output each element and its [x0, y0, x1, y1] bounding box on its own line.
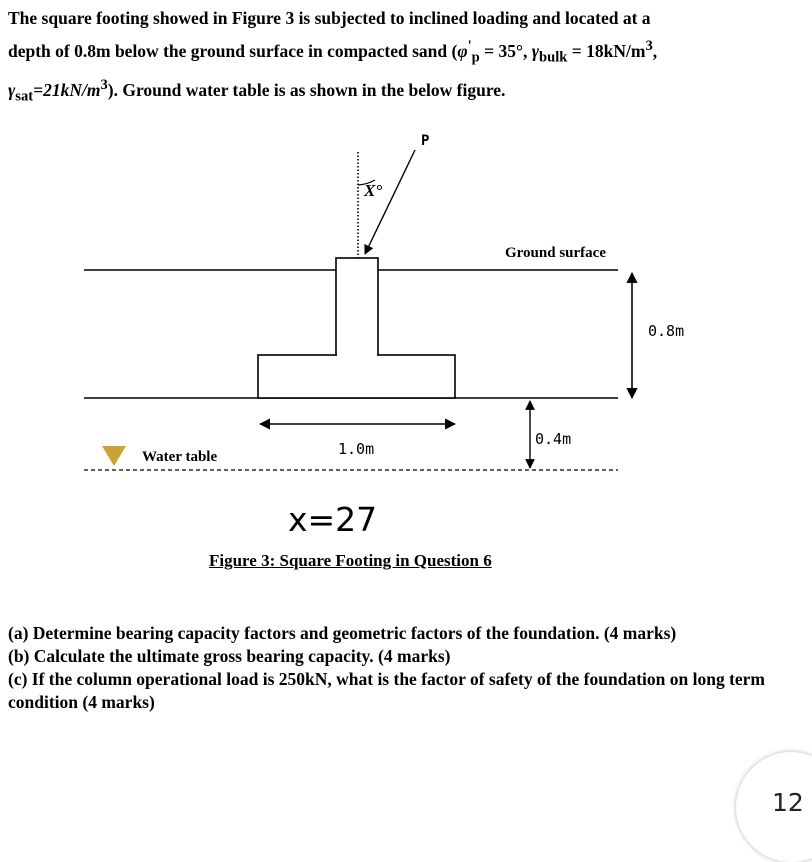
water-table-icon: [102, 446, 126, 466]
gamma-sat-subscript: sat: [15, 88, 34, 105]
statement-line-2-text: depth of 0.8m below the ground surface in compacted sand (: [8, 40, 458, 61]
page-number: 12: [772, 788, 804, 817]
water-depth-label: 0.4m: [535, 430, 572, 448]
question-list: [8, 622, 788, 714]
phi-value: = 35°,: [479, 40, 532, 61]
phi-symbol: φ: [457, 40, 468, 61]
question-b: (b) Calculate the ultimate gross bearing capacity. (4 marks): [8, 646, 451, 666]
gamma-sat-value: =21kN/m: [33, 80, 101, 101]
gamma-bulk-value: = 18kN/m: [567, 40, 646, 61]
depth-dimension-label: 0.8m: [648, 322, 685, 340]
statement-line-3-text: ). Ground water table is as shown in the below figure.: [107, 80, 506, 101]
phi-subscript: p: [471, 49, 480, 66]
gamma-bulk-exponent: 3: [645, 38, 653, 54]
gamma-bulk-symbol: γ: [531, 40, 540, 61]
water-table-label: Water table: [142, 449, 218, 465]
x-value: x=27: [288, 500, 378, 539]
gamma-bulk-subscript: bulk: [539, 49, 568, 66]
question-a: (a) Determine bearing capacity factors and geometric factors of the foundation. (4 marks): [8, 623, 677, 643]
figure-caption: Figure 3: Square Footing in Question 6: [209, 551, 492, 570]
width-dimension-label: 1.0m: [338, 440, 375, 458]
load-label: P: [421, 133, 430, 149]
angle-label: X°: [364, 181, 383, 200]
statement-line-1: The square footing showed in Figure 3 is subjected to inclined loading and located at a: [8, 8, 651, 28]
gamma-sat-exponent: 3: [100, 77, 108, 94]
statement-line-2-end: ,: [652, 40, 658, 61]
question-c: (c) If the column operational load is 250kN, what is the factor of safety of the foundation on long term condition (4 marks): [8, 669, 766, 712]
footing-slab: [258, 355, 455, 398]
inclined-load-arrow: [365, 150, 415, 254]
footing-column: [336, 258, 378, 355]
ground-surface-label: Ground surface: [505, 245, 606, 261]
gamma-sat-symbol: γ: [8, 80, 16, 101]
phi-prime: ': [467, 38, 472, 54]
